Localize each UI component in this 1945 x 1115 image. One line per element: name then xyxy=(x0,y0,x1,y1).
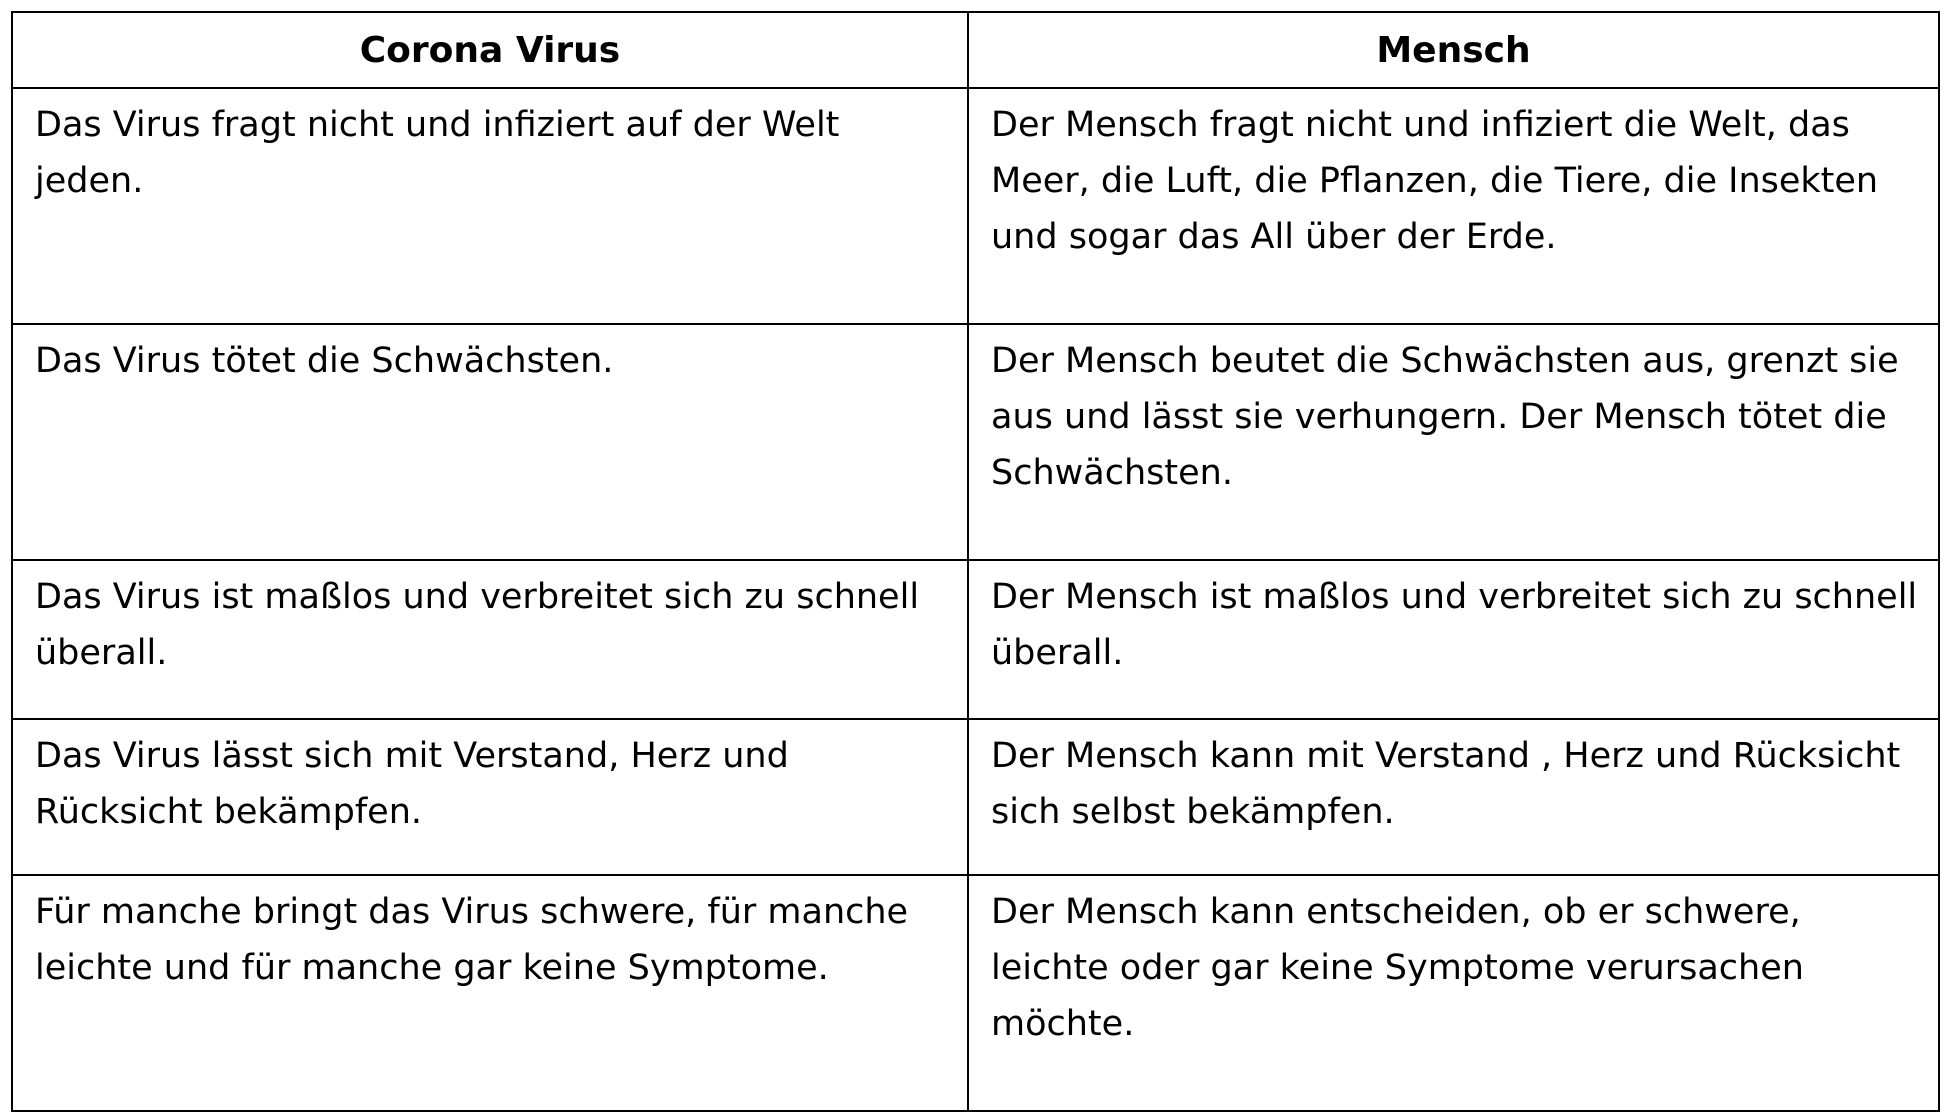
header-corona-virus: Corona Virus xyxy=(12,12,968,88)
virus-cell: Das Virus ist maßlos und verbreitet sich zu schnell überall. xyxy=(12,560,968,719)
mensch-cell: Der Mensch kann mit Verstand , Herz und Rücksicht sich selbst bekämpfen. xyxy=(968,719,1939,875)
mensch-cell: Der Mensch ist maßlos und verbreitet sich zu schnell überall. xyxy=(968,560,1939,719)
table-body xyxy=(12,88,1939,1111)
table-header xyxy=(12,12,1939,88)
virus-cell: Für manche bringt das Virus schwere, für manche leichte und für manche gar keine Symptome. xyxy=(12,875,968,1111)
comparison-table xyxy=(11,11,1940,1112)
mensch-cell: Der Mensch fragt nicht und infiziert die Welt, das Meer, die Luft, die Pflanzen, die Tiere, die Insekten und sogar das All über der Erde. xyxy=(968,88,1939,324)
header-row xyxy=(12,12,1939,88)
table-row xyxy=(12,875,1939,1111)
virus-cell: Das Virus tötet die Schwächsten. xyxy=(12,324,968,560)
table-row xyxy=(12,719,1939,875)
table-row xyxy=(12,324,1939,560)
table-row xyxy=(12,88,1939,324)
header-mensch: Mensch xyxy=(968,12,1939,88)
mensch-cell: Der Mensch beutet die Schwächsten aus, grenzt sie aus und lässt sie verhungern. Der Mensch tötet die Schwächsten. xyxy=(968,324,1939,560)
mensch-cell: Der Mensch kann entscheiden, ob er schwere, leichte oder gar keine Symptome verursachen möchte. xyxy=(968,875,1939,1111)
table-row xyxy=(12,560,1939,719)
virus-cell: Das Virus lässt sich mit Verstand, Herz und Rücksicht bekämpfen. xyxy=(12,719,968,875)
virus-cell: Das Virus fragt nicht und infiziert auf der Welt jeden. xyxy=(12,88,968,324)
